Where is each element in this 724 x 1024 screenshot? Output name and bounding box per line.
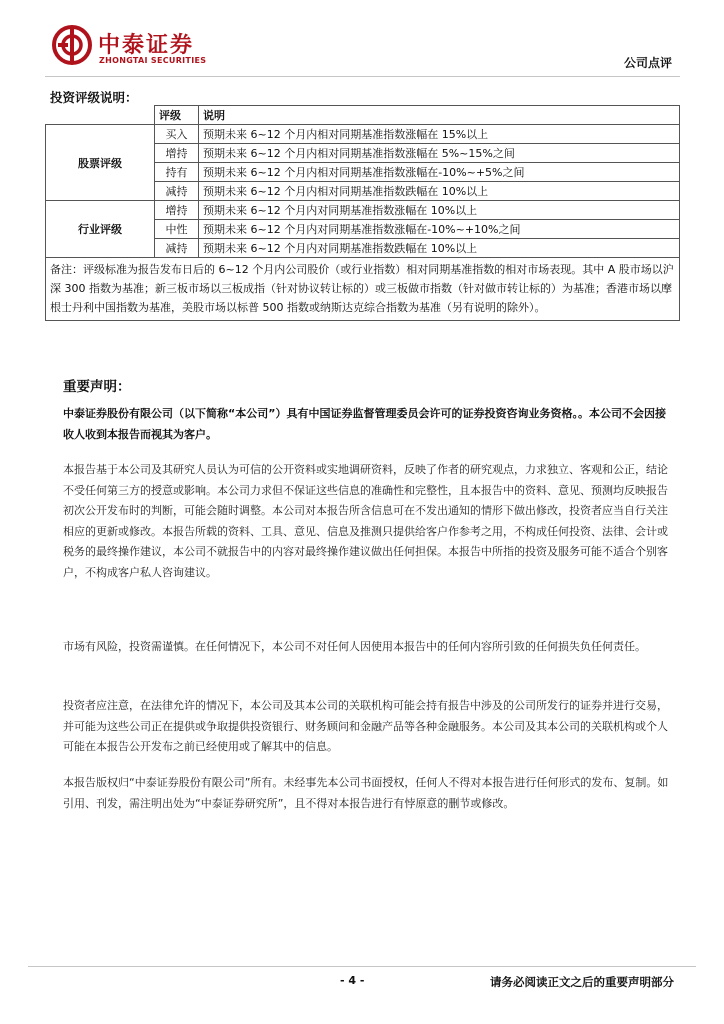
rating-level: 增持 [155, 201, 199, 220]
stock-rating-label: 股票评级 [46, 125, 155, 201]
rating-desc: 预期未来 6~12 个月内相对同期基准指数涨幅在 15%以上 [199, 125, 680, 144]
rating-desc: 预期未来 6~12 个月内相对同期基准指数涨幅在 5%~15%之间 [199, 144, 680, 163]
header-divider [45, 76, 680, 77]
rating-level: 买入 [155, 125, 199, 144]
disclaimer-paragraph: 本报告版权归“中泰证券股份有限公司”所有。未经事先本公司书面授权，任何人不得对本报告进行任何形式的发布、复制。如引用、刊发，需注明出处为“中泰证券研究所”，且不得对本报告进行有悖原意的删节或修改。 [63, 776, 669, 810]
rating-desc: 预期未来 6~12 个月内相对同期基准指数跌幅在 10%以上 [199, 182, 680, 201]
rating-table [45, 105, 680, 321]
footer-divider [28, 966, 696, 967]
disclaimer-paragraph: 市场有风险，投资需谨慎。在任何情况下，本公司不对任何人因使用本报告中的任何内容所引致的任何损失负任何责任。 [63, 640, 646, 653]
zhongtai-logo-icon [52, 25, 92, 65]
disclaimer-paragraph: 本报告基于本公司及其研究人员认为可信的公开资料或实地调研资料，反映了作者的研究观点，力求独立、客观和公正，结论不受任何第三方的授意或影响。本公司力求但不保证这些信息的准确性和完整性，且本报告中的资料、意见、预测均反映报告初次公开发布时的判断，可能会随时调整。本公司对本报告所含信息可在不发出通知的情形下做出修改，投资者应当自行关注相应的更新或修改。本报告所载的资料、工具、意见、信息及推测只提供给客户作参考之用，不构成任何投资、法律、会计或税务的最终操作建议，本公司不就报告中的内容对最终操作建议做出任何担保。本报告中所指的投资及服务可能不适合个别客户，不构成客户私人咨询建议。 [63, 463, 668, 579]
column-header-level: 评级 [155, 106, 199, 125]
rating-level: 增持 [155, 144, 199, 163]
disclaimer-qualification: 中泰证券股份有限公司（以下简称“本公司”）具有中国证券监督管理委员会许可的证券投资咨询业务资格。。本公司不会因接收人收到本报告而视其为客户。 [63, 407, 666, 441]
company-logo [52, 25, 222, 73]
footer-note: 请务必阅读正文之后的重要声明部分 [490, 975, 674, 989]
rating-section-title: 投资评级说明： [50, 90, 138, 105]
rating-level: 中性 [155, 220, 199, 239]
rating-level: 持有 [155, 163, 199, 182]
report-type: 公司点评 [623, 56, 672, 70]
disclaimer-title: 重要声明： [63, 379, 131, 395]
rating-desc: 预期未来 6~12 个月内相对同期基准指数涨幅在-10%~+5%之间 [199, 163, 680, 182]
table-row [46, 201, 680, 220]
industry-rating-label: 行业评级 [46, 201, 155, 258]
column-header-desc: 说明 [199, 106, 680, 125]
rating-desc: 预期未来 6~12 个月内对同期基准指数涨幅在 10%以上 [199, 201, 680, 220]
logo-chinese-name: 中泰证券 [98, 33, 195, 58]
table-row [46, 258, 680, 321]
page-number: - 4 - [340, 974, 365, 987]
rating-note: 备注：评级标准为报告发布日后的 6~12 个月内公司股价（或行业指数）相对同期基准指数的相对市场表现。其中 A 股市场以沪深 300 指数为基准；新三板市场以三板成指（针对协议转让标的）或三板做市指数（针对做市转让标的）为基准；香港市场以摩根士丹利中国指数为基准，美股市场以标普 500 指数或纳斯达克综合指数为基准（另有说明的除外）。 [46, 258, 680, 321]
rating-desc: 预期未来 6~12 个月内对同期基准指数涨幅在-10%~+10%之间 [199, 220, 680, 239]
disclaimer-paragraph: 投资者应注意，在法律允许的情况下，本公司及其本公司的关联机构可能会持有报告中涉及的公司所发行的证券并进行交易，并可能为这些公司正在提供或争取提供投资银行、财务顾问和金融产品等各种金融服务。本公司及其本公司的关联机构或个人可能在本报告公开发布之前已经使用或了解其中的信息。 [63, 699, 668, 753]
rating-level: 减持 [155, 182, 199, 201]
rating-desc: 预期未来 6~12 个月内对同期基准指数跌幅在 10%以上 [199, 239, 680, 258]
table-row [46, 125, 680, 144]
rating-level: 减持 [155, 239, 199, 258]
rating-table-header [46, 106, 680, 125]
logo-english-name: ZHONGTAI SECURITIES [99, 56, 207, 65]
